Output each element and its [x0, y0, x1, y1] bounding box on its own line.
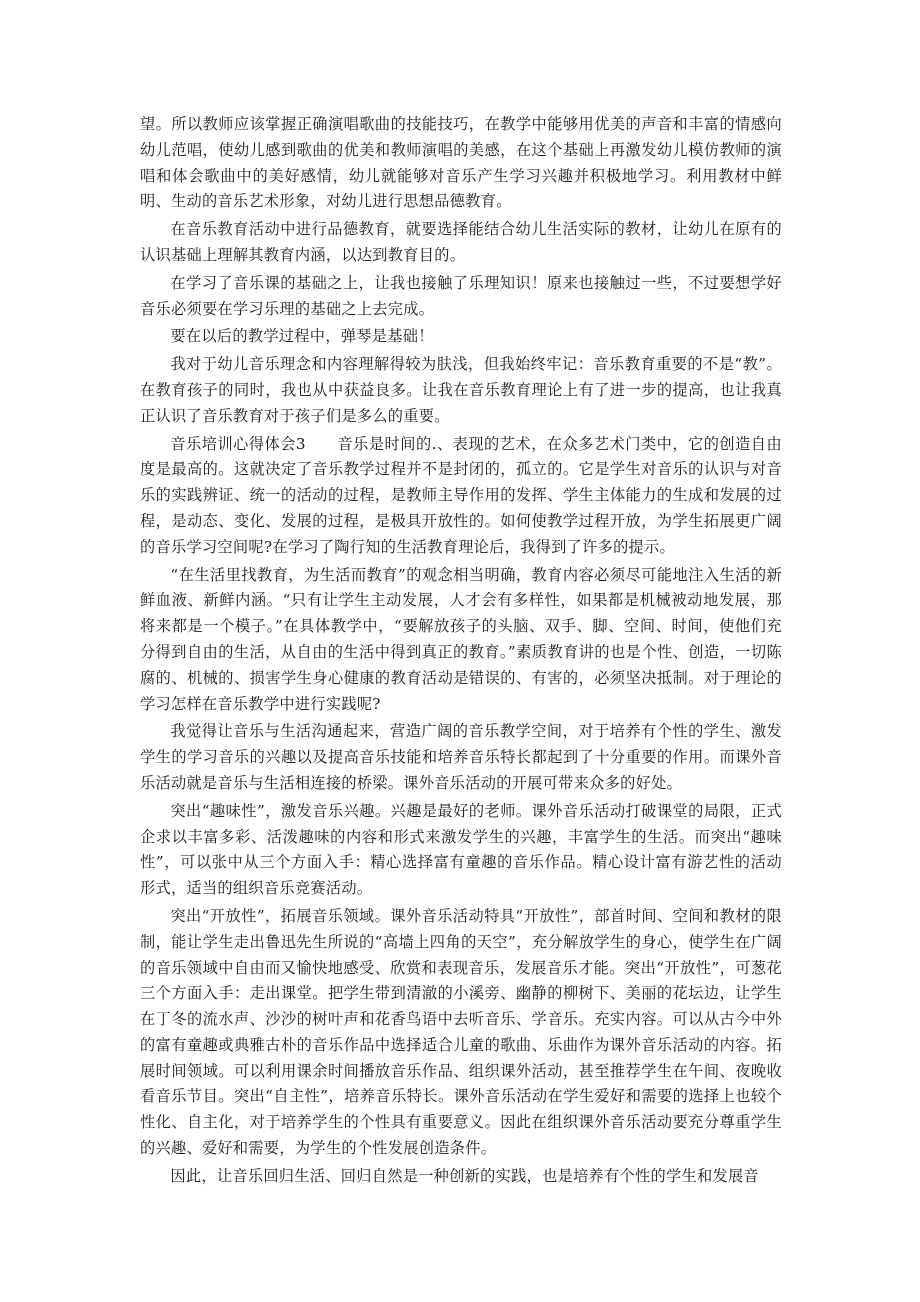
paragraph: 因此，让音乐回归生活、回归自然是一种创新的实践，也是培养有个性的学生和发展音: [170, 1166, 759, 1185]
paragraph: “在生活里找教育，为生活而教育”的观念相当明确，教育内容必须尽可能地注入生活的新鲜血液、新鲜内涵。“只有让学生主动发展，人才会有多样性，如果都是机械被动地发展，那将来都是一个模子。”在具体教学中，“要解放孩子的头脑、双手、脚、空间、时间，使他们充分得到自由的生活，从自由的生活中得到真正的教育。”素质教育讲的也是个性、创造，一切陈腐的、机械的、损害学生身心健康的教育活动是错误的、有害的，必须坚决抵制。对于理论的学习怎样在音乐教学中进行实践呢?: [140, 565, 782, 713]
document-body: [140, 112, 782, 1192]
paragraph: 我觉得让音乐与生活沟通起来，营造广阔的音乐教学空间，对于培养有个性的学生、激发学生的学习音乐的兴趣以及提高音乐技能和培养音乐特长都起到了十分重要的作用。而课外音乐活动就是音乐与生活相连接的桥梁。课外音乐活动的开展可带来众多的好处。: [140, 722, 782, 792]
paragraph: 要在以后的教学过程中，弹琴是基础！: [170, 327, 434, 346]
paragraph: 在音乐教育活动中进行品德教育，就要选择能结合幼儿生活实际的教材，让幼儿在原有的认识基础上理解其教育内涵，以达到教育目的。: [140, 220, 782, 264]
paragraph: 突出“开放性”，拓展音乐领域。课外音乐活动特具“开放性”，部首时间、空间和教材的限制，能让学生走出鲁迅先生所说的“高墙上四角的天空”，充分解放学生的身心，使学生在广阔的音乐领域中自由而又愉快地感受、欣赏和表现音乐，发展音乐才能。突出“开放性”，可葱花三个方面入手：走出课堂。把学生带到清澈的小溪旁、幽静的柳树下、美丽的花坛边，让学生在丁冬的流水声、沙沙的树叶声和花香鸟语中去听音乐、学音乐。充实内容。可以从古今中外的富有童趣或典雅古朴的音乐作品中选择适合儿童的歌曲、乐曲作为课外音乐活动的内容。拓展时间领域。可以利用课余时间播放音乐作品、组织课外活动，甚至推荐学生在午间、夜晚收看音乐节目。突出“自主性”，培养音乐特长。课外音乐活动在学生爱好和需要的选择上也较个性化、自主化，对于培养学生的个性具有重要意义。因此在组织课外音乐活动要充分尊重学生的兴趣、爱好和需要，为学生的个性发展创造条件。: [140, 906, 782, 1158]
paragraph: 望。所以教师应该掌握正确演唱歌曲的技能技巧，在教学中能够用优美的声音和丰富的情感向幼儿范唱，使幼儿感到歌曲的优美和教师演唱的美感，在这个基础上再激发幼儿模仿教师的演唱和体会歌曲中的美好感情，幼儿就能够对音乐产生学习兴趣并积极地学习。利用教材中鲜明、生动的音乐艺术形象，对幼儿进行思想品德教育。: [140, 115, 782, 211]
paragraph: 我对于幼儿音乐理念和内容理解得较为肤浅，但我始终牢记：音乐教育重要的不是“教”。在教育孩子的同时，我也从中获益良多。让我在音乐教育理论上有了进一步的提高，也让我真正认识了音乐教育对于孩子们是多么的重要。: [140, 355, 782, 425]
paragraph: 在学习了音乐课的基础之上，让我也接触了乐理知识！原来也接触过一些，不过要想学好音乐必须要在学习乐理的基础之上去完成。: [140, 273, 782, 318]
paragraph: 音乐培训心得体会3 音乐是时间的.、表现的艺术，在众多艺术门类中，它的创造自由度是最高的。这就决定了音乐教学过程并不是封闭的，孤立的。它是学生对音乐的认识与对音乐的实践辨证、统一的活动的过程，是教师主导作用的发挥、学生主体能力的生成和发展的过程，是动态、变化、发展的过程，是极具开放性的。如何使教学过程开放，为学生拓展更广阔的音乐学习空间呢?在学习了陶行知的生活教育理论后，我得到了许多的提示。: [140, 434, 782, 556]
paragraph: 突出“趣味性”，激发音乐兴趣。兴趣是最好的老师。课外音乐活动打破课堂的局限，正式企求以丰富多彩、活泼趣味的内容和形式来激发学生的兴趣，丰富学生的生活。而突出“趣味性”，可以张中从三个方面入手：精心选择富有童趣的音乐作品。精心设计富有游艺性的活动形式，适当的组织音乐竞赛活动。: [140, 801, 782, 898]
